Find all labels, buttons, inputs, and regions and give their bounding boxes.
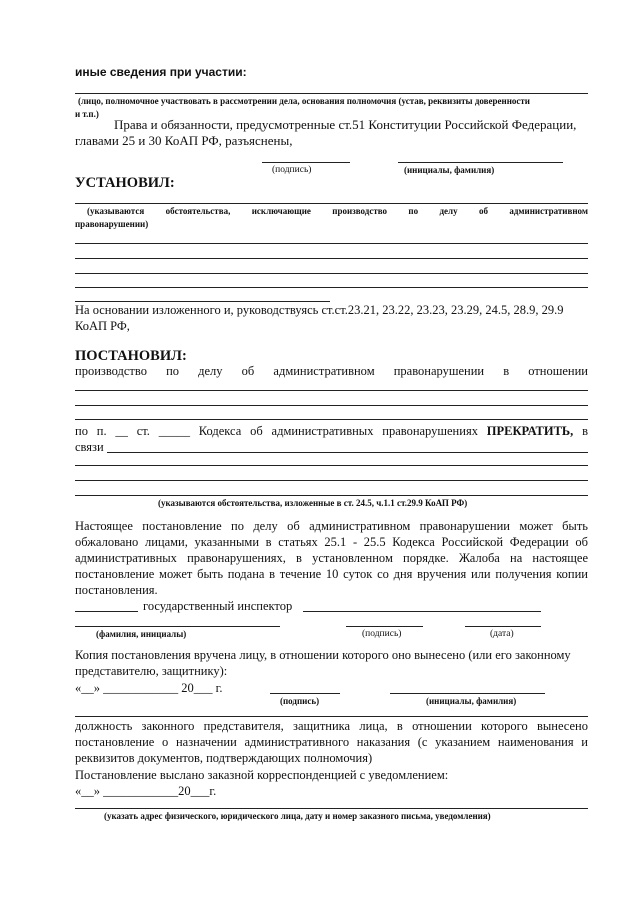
mailed-date[interactable]: «__» ____________20___г. — [75, 784, 217, 798]
inspector-prefix-line[interactable] — [75, 611, 138, 612]
note-art: (указываются обстоятельства, изложенные в ст. 24.5, ч.1.1 ст.29.9 КоАП РФ) — [158, 498, 468, 508]
date-line[interactable] — [465, 626, 541, 627]
copy-signature-label: (подпись) — [280, 696, 320, 706]
signature-label: (подпись) — [362, 629, 402, 639]
rights-text: Права и обязанности, предусмотренные ст.51 Конституции Российской Федерации, — [114, 117, 577, 132]
initials-label: (инициалы, фамилия) — [404, 165, 495, 175]
terminate-text — [75, 423, 588, 439]
note-circumstances-cont: правонарушении) — [75, 219, 149, 229]
resolved-heading: ПОСТАНОВИЛ: — [75, 348, 187, 364]
basis-text-cont: КоАП РФ, — [75, 319, 130, 333]
terminate-prefix: по п. __ ст. _____ Кодекса об административных правонарушениях — [75, 424, 478, 438]
due-to-label: связи — [75, 440, 104, 454]
blank-line[interactable] — [75, 273, 588, 274]
blank-line[interactable] — [75, 390, 588, 391]
note-participant-cont: и т.п.) — [75, 109, 99, 119]
note-address: (указать адрес физического, юридического лица, дату и номер заказного письма, уведомления) — [104, 811, 491, 821]
address-line[interactable] — [75, 808, 588, 809]
name-label: (фамилия, инициалы) — [96, 629, 187, 639]
participant-line[interactable] — [75, 93, 588, 94]
basis-text: На основании изложенного и, руководствуясь ст.ст.23.21, 23.22, 23.23, 23.29, 24.5, 28.9, 29.9 — [75, 303, 564, 317]
established-heading: УСТАНОВИЛ: — [75, 175, 175, 191]
signature-line[interactable] — [270, 693, 340, 694]
blank-line[interactable] — [75, 419, 588, 420]
inspector-label: государственный инспектор — [143, 599, 293, 613]
terminate-bold: ПРЕКРАТИТЬ, — [486, 424, 574, 438]
blank-line[interactable] — [75, 465, 588, 466]
initials-line[interactable] — [398, 162, 563, 163]
blank-line[interactable] — [75, 480, 588, 481]
circumstances-line[interactable] — [75, 203, 588, 204]
blank-line[interactable] — [75, 287, 588, 288]
copy-text: Копия постановления вручена лицу, в отношении которого оно вынесено (или его законному — [75, 648, 571, 662]
proceeding-text: производство по делу об административном правонарушении в отношении — [75, 364, 588, 378]
appeal-paragraph: Настоящее постановление по делу об административном правонарушении может быть обжаловано лицами, указанными в статьях 25.1 - 25.5 Кодекса Российской Федерации об административных правонарушениях, в установленном порядке. Жалоба на настоящее постановление может быть подана в течение 10 суток со дня вручения или получения копии постановления. — [75, 519, 588, 597]
intro-label: иные сведения при участии: — [75, 65, 247, 79]
mailed-text: Постановление выслано заказной корреспонденцией с уведомлением: — [75, 768, 449, 782]
representative-paragraph: должность законного представителя, защитника лица, в отношении которого вынесено постановление о назначении административного наказания (с указанием наименования и реквизитов документов, подтверждающих полномочия) — [75, 719, 588, 765]
copy-text-cont: представителю, защитнику): — [75, 664, 228, 678]
terminate-suffix: в — [582, 424, 589, 438]
date-label: (дата) — [490, 629, 514, 639]
inspector-name-line[interactable] — [303, 611, 541, 612]
representative-line[interactable] — [75, 716, 588, 717]
copy-date[interactable]: «__» ____________ 20___ г. — [75, 681, 223, 695]
blank-line[interactable] — [75, 405, 588, 406]
initials-line[interactable] — [390, 693, 545, 694]
note-circumstances: (указываются обстоятельства, исключающие производство по делу об административном — [87, 206, 588, 216]
rights-text-cont: главами 25 и 30 КоАП РФ, разъяснены, — [75, 133, 293, 148]
signature-label: (подпись) — [272, 165, 312, 175]
signature-line[interactable] — [346, 626, 423, 627]
due-to-line[interactable] — [107, 452, 588, 453]
copy-initials-label: (инициалы, фамилия) — [426, 696, 517, 706]
blank-line[interactable] — [75, 258, 588, 259]
signature-line[interactable] — [262, 162, 350, 163]
note-participant: (лицо, полномочное участвовать в рассмотрении дела, основания полномочия (устав, реквизиты доверенности — [78, 96, 530, 106]
blank-line[interactable] — [75, 495, 588, 496]
blank-line[interactable] — [75, 243, 588, 244]
name-line[interactable] — [75, 626, 280, 627]
